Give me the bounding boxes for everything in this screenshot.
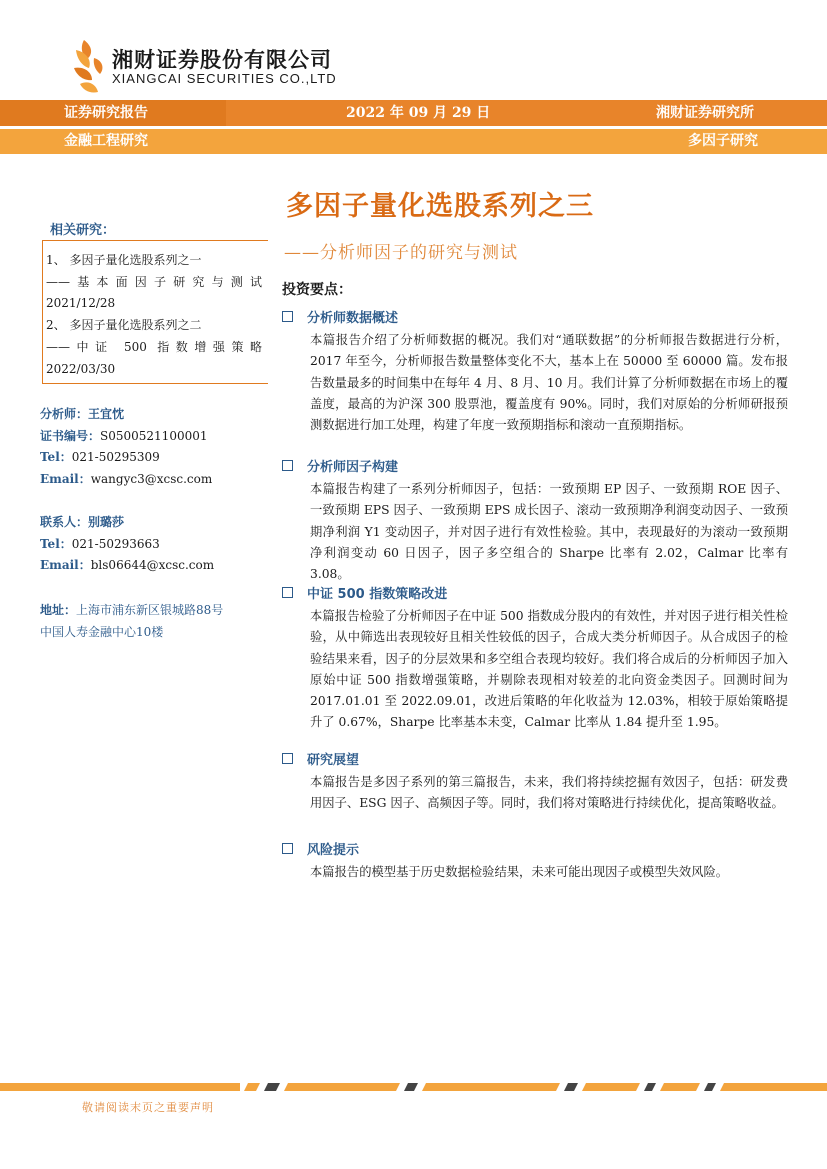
section-title-csi500: 中证 500 指数策略改进 xyxy=(282,583,447,602)
section-text-outlook: 本篇报告是多因子系列的第三篇报告，未来，我们将持续挖掘有效因子，包括：研发费用因子、ESG 因子、高频因子等。同时，我们将对策略进行持续优化，提高策略收益。 xyxy=(310,775,788,811)
analyst-email[interactable]: wangyc3@xcsc.com xyxy=(90,471,213,486)
related-item-1-subtitle[interactable]: ——基本面因子研究与测试 xyxy=(46,274,262,289)
related-research-heading: 相关研究： xyxy=(50,223,116,238)
report-date: 2022 年 09 月 29 日 xyxy=(346,105,491,121)
analyst-email-label: Email： xyxy=(40,471,91,486)
analyst-label: 分析师： xyxy=(40,407,89,421)
address-block xyxy=(40,600,223,643)
address-line-2: 中国人寿金融中心10楼 xyxy=(40,624,164,639)
report-category: 金融工程研究 xyxy=(64,133,148,149)
report-topic: 多因子研究 xyxy=(688,133,758,149)
disclaimer-note[interactable]: 敬请阅读末页之重要声明 xyxy=(82,1101,214,1114)
section-title-outlook: 研究展望 xyxy=(282,749,359,768)
address-line-1: 上海市浦东新区银城路88号 xyxy=(76,603,224,617)
related-item-2-title[interactable]: 2、 多因子量化选股系列之二 xyxy=(46,318,202,333)
sidebar-divider-left xyxy=(42,240,43,384)
contact-email-label: Email： xyxy=(40,558,91,572)
checkbox-bullet-icon xyxy=(282,753,293,764)
section-title-risk: 风险提示 xyxy=(282,839,359,858)
page-subtitle: ——分析师因子的研究与测试 xyxy=(284,243,518,263)
footer-divider xyxy=(0,1083,827,1091)
company-name-cn: 湘财证券股份有限公司 xyxy=(112,48,332,72)
contact-block xyxy=(40,512,214,577)
page-title: 多因子量化选股系列之三 xyxy=(286,191,594,222)
address-label: 地址： xyxy=(40,603,77,617)
section-title-factor-build: 分析师因子构建 xyxy=(282,456,398,475)
related-research-list xyxy=(46,250,262,380)
related-item-2-date: 2022/03/30 xyxy=(46,361,116,376)
cert-number: S0500521100001 xyxy=(100,428,208,443)
section-text-analyst-data: 本篇报告介绍了分析师数据的概况。我们对“通联数据”的分析师报告数据进行分析，2017 年至今，分析师报告数量整体变化不大，基本上在 50000 至 60000 篇。发布报告数量最多的时间集中在每年 4 月、8 月、10 月。我们计算了分析师数据在市场上的覆盖度，最高的为沪深 300 股票池，覆盖度有 90%。同时，我们对原始的分析师研报预测数据进行加工处理，构建了年度一致预期指标和滚动一直预期指标。 xyxy=(310,333,788,433)
analyst-tel-label: Tel： xyxy=(40,450,72,464)
checkbox-bullet-icon xyxy=(282,587,293,598)
report-type: 证券研究报告 xyxy=(64,105,148,121)
section-text-csi500: 本篇报告检验了分析师因子在中证 500 指数成分股内的有效性，并对因子进行相关性检验，从中筛选出表现较好且相关性较低的因子，合成大类分析师因子。从合成因子的检验结果来看，因子的分层效果和多空组合表现均较好。我们将合成后的分析师因子加入原始中证 500 指数增强策略，并剔除表现相对较差的北向资金类因子。回测时间为 2017.01.01 至 2022.09.01，改进后策略的年化收益为 12.03%，相较于原始策略提升了 0.67%，Sharpe 比率基本未变，Calmar 比率从 1.84 提升至 1.95。 xyxy=(310,609,788,730)
contact-email[interactable]: bls06644@xcsc.com xyxy=(90,558,215,572)
analyst-name: 王宜忱 xyxy=(88,407,125,421)
related-item-1-title[interactable]: 1、 多因子量化选股系列之一 xyxy=(46,253,202,267)
checkbox-bullet-icon xyxy=(282,311,293,322)
related-item-1-date: 2021/12/28 xyxy=(46,296,116,311)
company-name-en: XIANGCAI SECURITIES CO.,LTD xyxy=(112,71,337,86)
analyst-tel: 021-50295309 xyxy=(71,450,160,464)
contact-tel: 021-50293663 xyxy=(71,536,160,551)
key-points-heading: 投资要点： xyxy=(282,282,352,298)
sidebar-divider-bottom xyxy=(42,383,268,384)
analyst-block xyxy=(40,404,212,490)
cert-label: 证书编号： xyxy=(40,428,101,443)
contact-name: 别璐莎 xyxy=(88,515,125,529)
section-text-risk: 本篇报告的模型基于历史数据检验结果，未来可能出现因子或模型失效风险。 xyxy=(310,865,729,879)
company-logo-icon xyxy=(72,38,106,96)
checkbox-bullet-icon xyxy=(282,843,293,854)
related-item-2-subtitle[interactable]: ——中证 500 指数增强策略 xyxy=(46,339,262,354)
institute-name: 湘财证券研究所 xyxy=(656,105,754,121)
section-text-factor-build: 本篇报告构建了一系列分析师因子，包括：一致预期 EP 因子、一致预期 ROE 因子、一致预期 EPS 因子、一致预期 EPS 成长因子、滚动一致预期净利润变动因子、一致预期净利润 Y1 变动因子，并对因子进行有效性检验。其中，表现最好的为滚动一致预期净利润变动 60 日因子，因子多空组合的 Sharpe 比率有 2.02，Calmar 比率有 3.08。 xyxy=(310,482,788,582)
contact-tel-label: Tel： xyxy=(40,536,72,551)
sidebar-divider-top xyxy=(42,240,268,241)
checkbox-bullet-icon xyxy=(282,460,293,471)
section-title-analyst-data: 分析师数据概述 xyxy=(282,307,398,326)
contact-label: 联系人： xyxy=(40,515,89,529)
